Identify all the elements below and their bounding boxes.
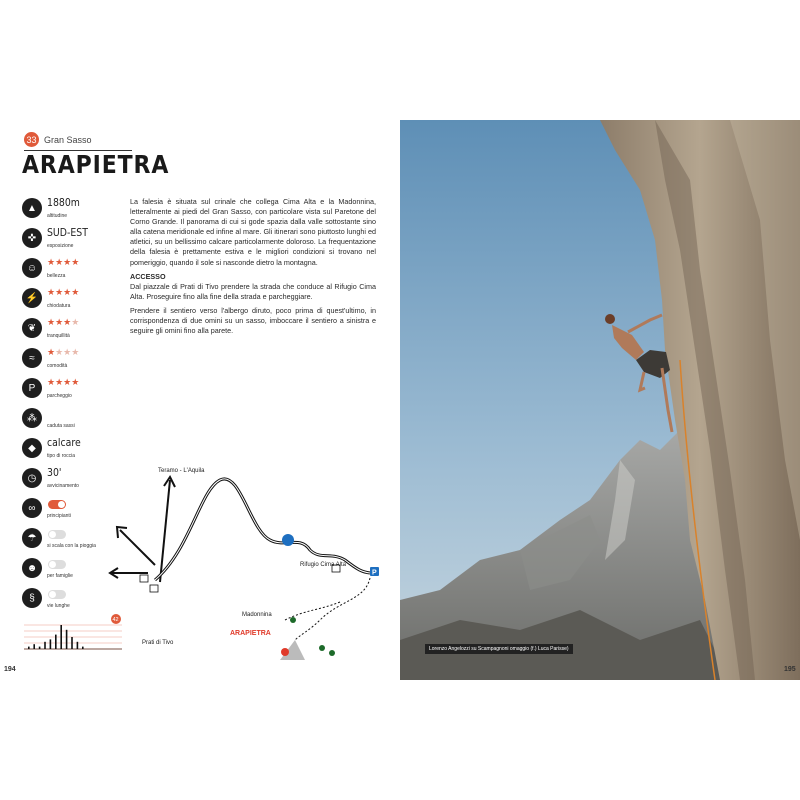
stat-altitudine [22,196,122,226]
toggle-switch [48,500,66,509]
star-icon: ★ [55,347,64,357]
chapter-name: Gran Sasso [44,134,92,145]
clock-icon: ◷ [22,468,42,488]
stat-label: esposizione [47,243,74,249]
star-icon: ★ [63,287,72,297]
histogram-bar [33,644,35,649]
bolt-icon: ⚡ [22,288,42,308]
leaf-icon: ❦ [22,318,42,338]
stat-label: si scala con la pioggia [47,543,96,549]
stat-parcheggio [22,376,122,406]
crag-label: ARAPIETRA [230,630,271,637]
body-text [130,197,376,340]
parking-sign: P [372,569,377,577]
histogram-total: 42 [112,617,119,624]
right-page [400,120,800,680]
star-icon: ★ [63,377,72,387]
rifugio-label: Rifugio Cima Alta [300,562,347,568]
access-heading: ACCESSO [130,271,166,281]
toggle-switch [48,560,66,569]
star-icon: ★ [47,347,56,357]
star-icon: ★ [71,347,80,357]
access-paragraph-1: Dal piazzale di Prati di Tivo prendere la strada che conduce al Rifugio Cima Alta. Proseguire fino alla fine della strada e parcheggiare. [130,281,376,301]
stat-value: 30' [47,466,62,479]
histogram-bar [60,625,62,649]
star-icon: ★ [55,377,64,387]
compass-icon: ✜ [22,228,42,248]
rain-icon: ☂ [22,528,42,548]
photo-caption: Lorenzo Angelozzi su Scampagnoni omaggio (f.) Luca Parisse) [425,644,573,654]
star-rating [47,287,79,298]
stat-label: tranquillità [47,333,70,339]
star-rating [47,317,79,328]
stat-label: bellezza [47,273,66,279]
stat-esposizione [22,226,122,256]
stat-label: chiodatura [47,303,71,309]
stat-label: parcheggio [47,393,72,399]
madonnina-label: Madonnina [242,612,272,618]
stat-label: tipo di roccia [47,453,76,459]
star-icon: ★ [55,317,64,327]
star-icon: ★ [71,317,80,327]
star-icon: ★ [47,287,56,297]
star-icon: ★ [63,347,72,357]
histogram-bar [50,639,52,649]
stat-label: per famiglie [47,573,73,579]
stat-label: principianti [47,513,71,519]
toggle-switch [48,530,66,539]
star-icon: ★ [71,287,80,297]
stat-label: vie lunghe [47,603,70,609]
histogram-bar [71,637,73,649]
histogram-bar [66,630,68,649]
stat-label: avvicinamento [47,483,79,489]
teramo-label: Teramo - L'Aquila [158,468,205,474]
shoes-icon: ∞ [22,498,42,518]
stat-label: altitudine [47,213,68,219]
star-rating [47,377,79,388]
grade-histogram [22,613,124,664]
stat-label: caduta sassi [47,423,75,429]
star-icon: ★ [47,257,56,267]
stat-tranquillità [22,316,122,346]
stat-caduta-sassi [22,406,122,436]
access-paragraph-2: Prendere il sentiero verso l'albergo diruto, poco prima di quest'ultimo, in corrispondenza di due omini su un sasso, imboccare il sentiero a sinistra e seguire gli omini fino alla parete. [130,305,376,336]
mountain-icon: ▲ [22,198,42,218]
histogram-bar [82,647,84,649]
histogram-bar [44,642,46,649]
chapter-number: 33 [24,132,39,147]
falling-rocks-icon: ⁂ [22,408,42,428]
smiley-icon: ☺ [22,258,42,278]
histogram-bar [77,642,79,649]
toggle-switch [48,590,66,599]
family-icon: ☻ [22,558,42,578]
stat-chiodatura [22,286,122,316]
star-icon: ★ [63,257,72,267]
star-icon: ★ [55,287,64,297]
page-number-left: 194 [4,666,16,673]
star-icon: ★ [47,317,56,327]
intro-paragraph: La falesia è situata sul crinale che collega Cima Alta e la Madonnina, letteralmente ai piedi del Gran Sasso, con particolare vista sul Paretone del Corno Grande. Il panorama di cui si gode spazia dalla valle sottostante sino alla catena meridionale ed infine al mare. Gli itinerari sono piuttosto lunghi ed atletici, su un bellissimo calcare particolarmente doloroso. La frequentazione della falesia è prettamente estiva e le migliori condizioni si trovano nel pomeriggio, quando il sole si nasconde dietro la montagna. [130,197,376,267]
page-title: ARAPIETRA [22,150,170,179]
star-rating [47,347,79,358]
parking-icon: P [22,378,42,398]
histogram-bar [39,647,41,649]
path-icon: ≈ [22,348,42,368]
prati-label: Prati di Tivo [142,640,174,646]
chapter-header [24,132,92,147]
rock-icon: ◆ [22,438,42,458]
stat-value: SUD-EST [47,226,88,239]
star-icon: ★ [71,377,80,387]
stat-label: comodità [47,363,68,369]
star-rating [47,257,79,268]
page-number-right: 195 [784,666,796,673]
stat-comodità [22,346,122,376]
stat-value: 1880m [47,196,80,209]
star-icon: ★ [55,257,64,267]
star-icon: ★ [63,317,72,327]
histogram-bar [28,647,30,649]
histogram-bar [55,635,57,649]
stat-value: calcare [47,436,81,449]
climbing-photo [400,120,800,680]
left-page [0,120,400,680]
rope-icon: § [22,588,42,608]
star-icon: ★ [47,377,56,387]
stat-bellezza [22,256,122,286]
star-icon: ★ [71,257,80,267]
